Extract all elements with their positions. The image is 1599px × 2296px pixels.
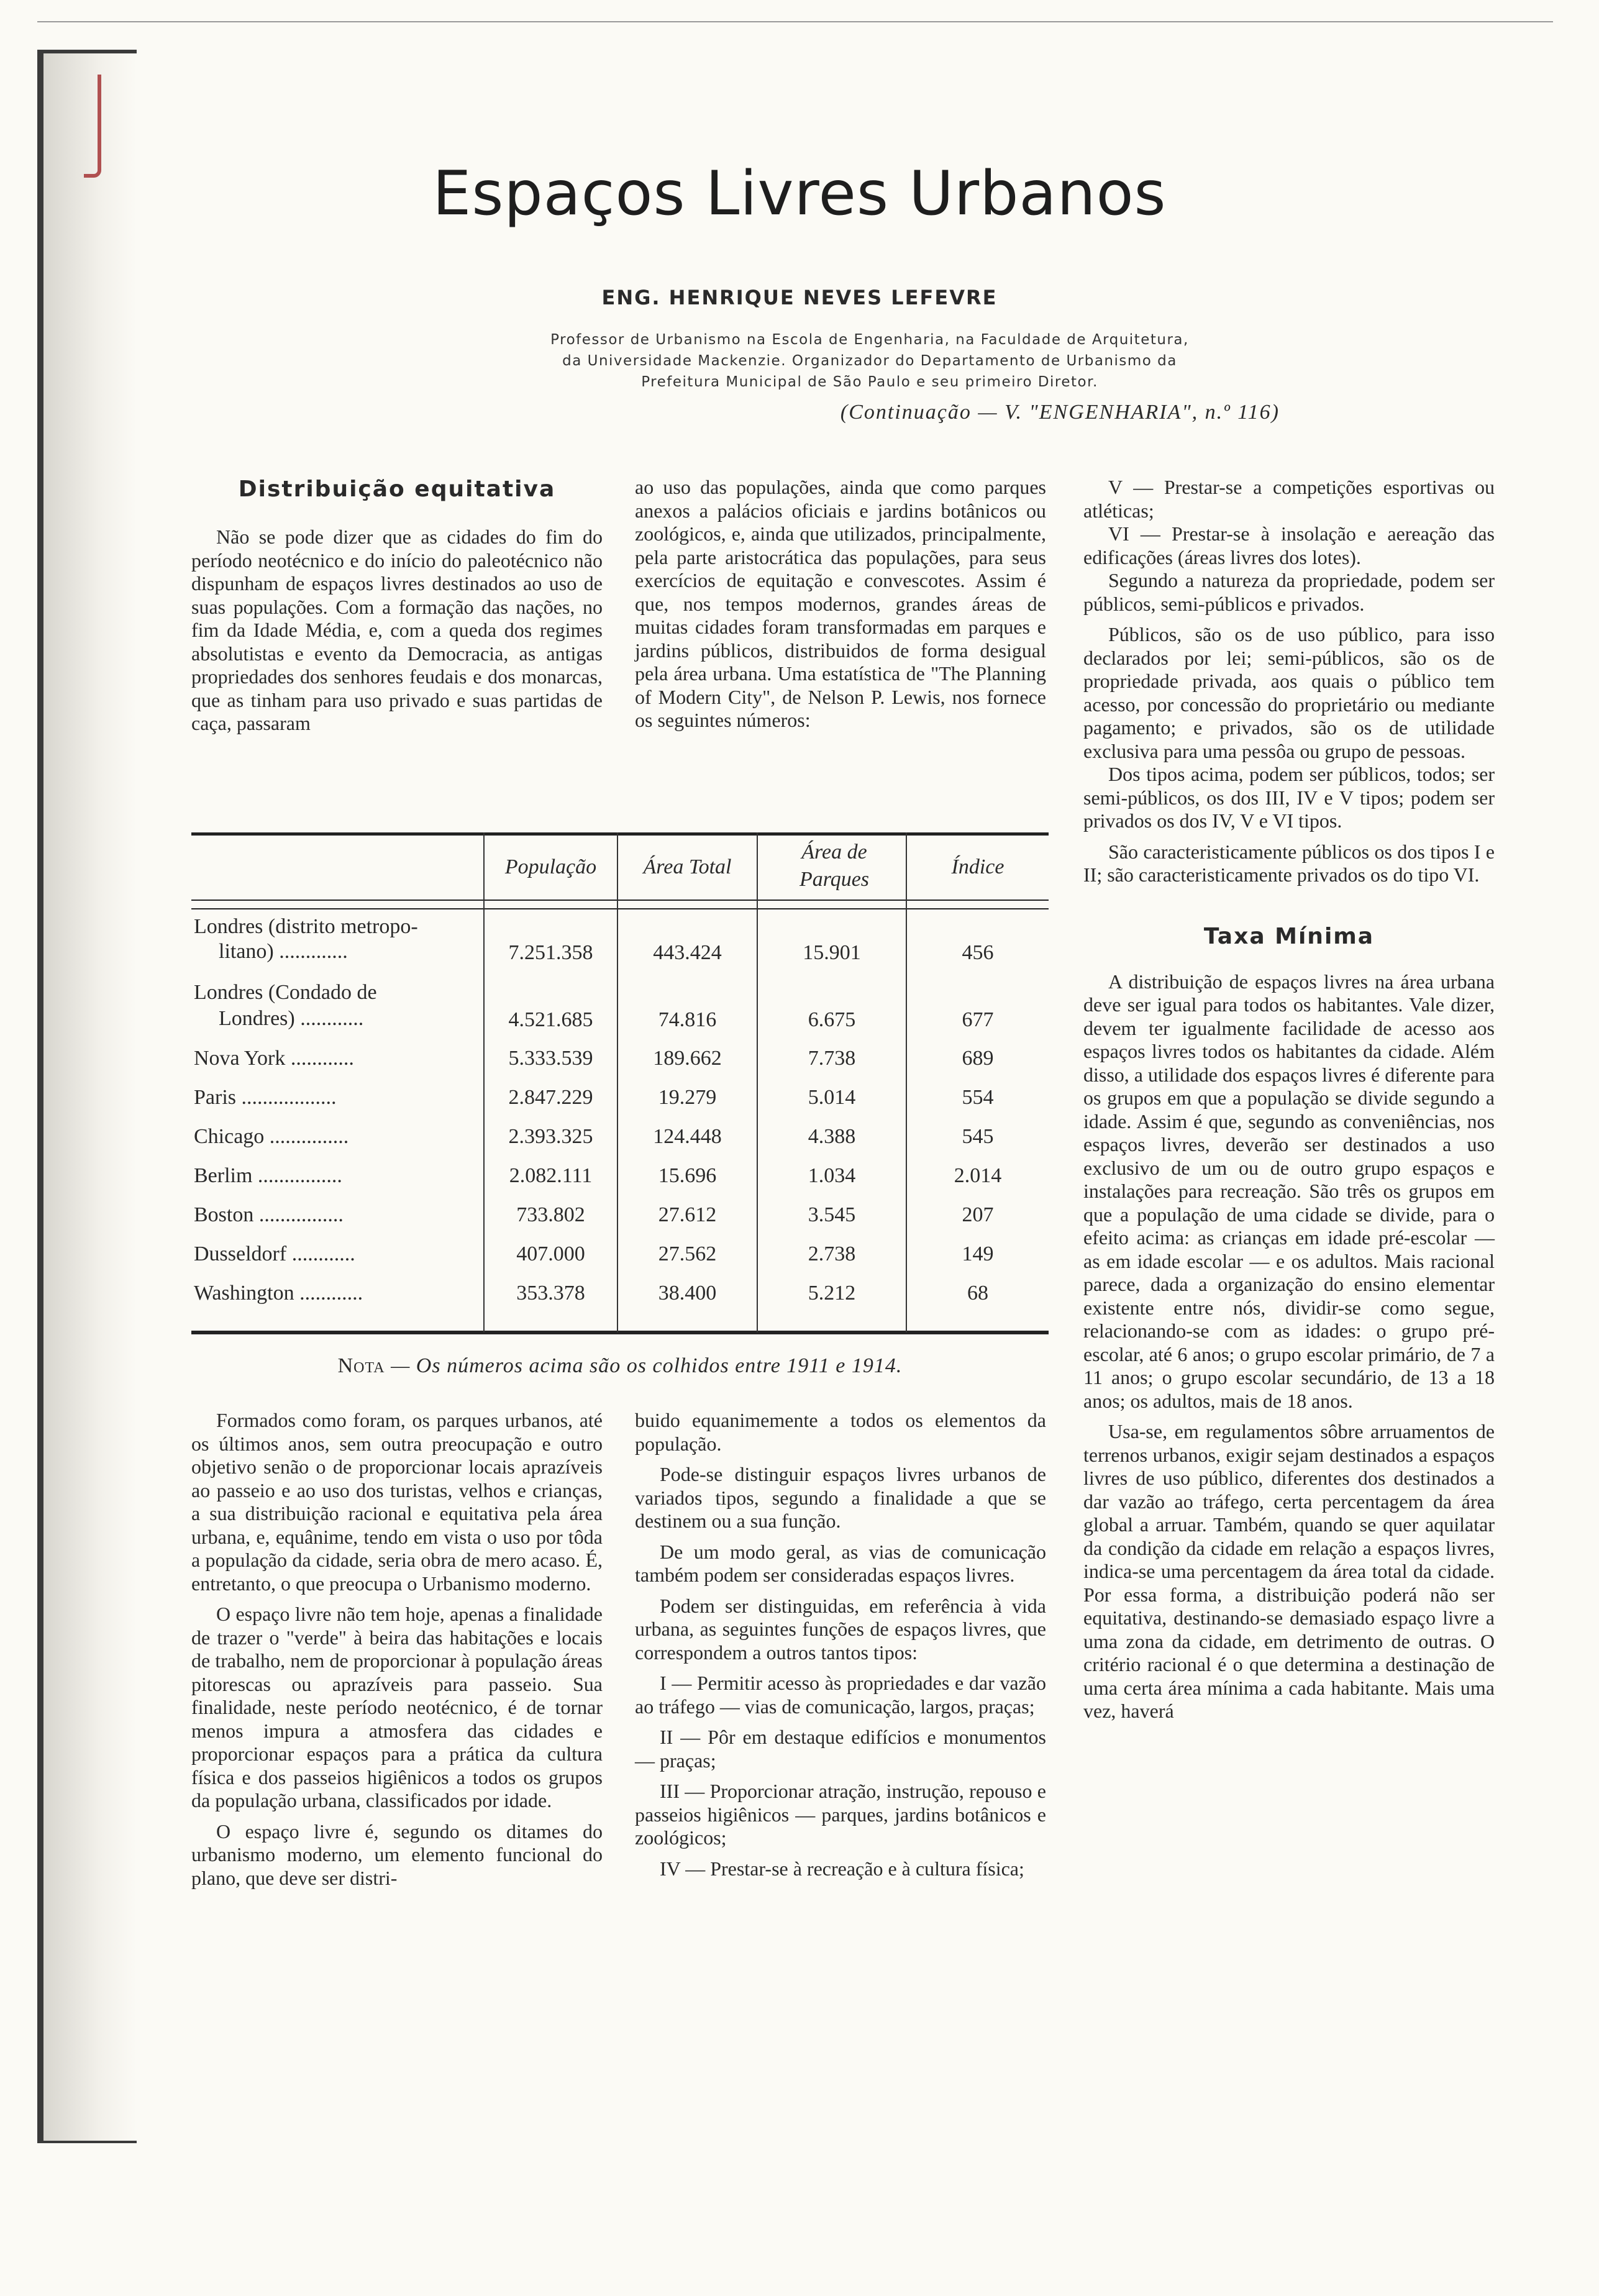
paragraph: A distribuição de espaços livres na área urbana deve ser igual para todos os habitantes. Vale dizer, devem ter igualmente facilidade de acesso aos espaços livres todos os habitantes da cidade. Além disso, a utilidade dos espaços livres é diferente para os grupos em que a população se divide segundo a idade. Assim é que, segundo as conveniências, nos espaços livres, deverão ser destinados a uso exclusivo de um ou de outro grupo espaços e instalações para recreação. São três os grupos em que a população de uma cidade se divide, para o efeito acima: as crianças em idade pré-escolar — as em idade escolar — e os adultos. Mais racional parece, dada a organização do ensino elementar existente entre nós, dividir-se como segue, relacionando-se com as idades: o grupo pré-escolar, até 6 anos; o grupo escolar primário, de 7 a 11 anos; o grupo escolar secundário, de 13 a 18 anos; os adultos, mais de 18 anos.: [1083, 970, 1495, 1412]
paragraph: III — Proporcionar atração, instrução, repouso e passeios higiênicos — parques, jardins botânicos e zoológicos;: [635, 1780, 1046, 1849]
author-bio-line: da Universidade Mackenzie. Organizador do Departamento de Urbanismo da: [562, 353, 1177, 369]
table-cell-area: 27.562: [658, 1242, 717, 1265]
table-cell-parks: 15.901: [803, 941, 861, 964]
table-cell-population: 2.082.111: [509, 1164, 593, 1187]
table-cell-parks: 7.738: [808, 1047, 856, 1070]
column-3: [1083, 476, 1495, 1723]
table-cell-area: 124.448: [653, 1125, 722, 1148]
paragraph: O espaço livre é, segundo os ditames do urbanismo moderno, um elemento funcional do plano, que deve ser distri-: [191, 1820, 603, 1889]
author-bio-line: Prefeitura Municipal de São Paulo e seu primeiro Diretor.: [641, 374, 1098, 390]
paragraph: O espaço livre não tem hoje, apenas a finalidade de trazer o "verde" à beira das habitações e locais de trabalho, nem de proporcionar à população áreas pitorescas ou aprazíveis para passeio. Sua finalidade, neste período neotécnico, é de tornar menos impura a atmosfera das cidades e proporcionar espaços para a prática da cultura física e dos passeios higiênicos a todos os grupos da população urbana, classificados por idade.: [191, 1603, 603, 1811]
column-1-top: [191, 477, 603, 736]
paragraph: IV — Prestar-se à recreação e à cultura física;: [660, 1857, 1024, 1880]
column-1-bottom: [191, 1409, 603, 1890]
table-cell-index: 207: [962, 1203, 994, 1226]
table-cell-population: 4.521.685: [508, 1008, 593, 1031]
table-cell-place: Chicago ...............: [194, 1125, 349, 1148]
continuation-note: (Continuação — V. "ENGENHARIA", n.º 116): [840, 401, 1280, 424]
paragraph: buido equanimemente a todos os elementos da população.: [635, 1409, 1046, 1455]
table-cell-area: 15.696: [658, 1164, 717, 1187]
table-cell-index: 677: [962, 1008, 994, 1031]
section-heading-distribuicao: Distribuição equitativa: [238, 476, 556, 502]
table-cell-area: 38.400: [658, 1282, 717, 1305]
table-cell-parks: 5.212: [808, 1282, 856, 1305]
article-author: ENG. HENRIQUE NEVES LEFEVRE: [601, 286, 998, 309]
page-top-edge: [37, 21, 1553, 22]
table-cell-index: 149: [962, 1242, 994, 1265]
table-cell-place: litano) .............: [219, 940, 348, 963]
table-header-area-total: Área Total: [643, 855, 732, 878]
table-cell-place: Boston ................: [194, 1203, 344, 1226]
table-cell-parks: 3.545: [808, 1203, 856, 1226]
table-cell-area: 27.612: [658, 1203, 717, 1226]
table-cell-index: 456: [962, 941, 994, 964]
table-cell-area: 443.424: [653, 941, 722, 964]
table-cell-place: Berlim ................: [194, 1164, 342, 1187]
paragraph: Podem ser distinguidas, em referência à vida urbana, as seguintes funções de espaços livres, que correspondem a outros tantos tipos:: [635, 1594, 1046, 1664]
paragraph: ao uso das populações, ainda que como parques anexos a palácios oficiais e jardins botânicos ou zoológicos, e, ainda que utilizados, principalmente, pela parte aristocrática das populações, para seus exercícios de equitação e convescotes. Assim é que, nos tempos modernos, grandes áreas de muitas cidades foram transformadas em parques e jardins públicos, distribuidos de forma desigual pela área urbana. Uma estatística de "The Planning of Modern City", de Nelson P. Lewis, nos fornece os seguintes números:: [635, 476, 1046, 731]
paragraph: V — Prestar-se a competições esportivas ou atléticas;: [1083, 476, 1495, 522]
table-cell-place: Washington ............: [194, 1282, 363, 1305]
table-header-indice: Índice: [951, 855, 1004, 878]
author-bio-line: Professor de Urbanismo na Escola de Engenharia, na Faculdade de Arquitetura,: [550, 332, 1189, 348]
table-cell-parks: 6.675: [808, 1008, 856, 1031]
section-heading-taxa-minima: Taxa Mínima: [1203, 923, 1375, 949]
table-cell-area: 74.816: [658, 1008, 717, 1031]
table-cell-population: 733.802: [516, 1203, 585, 1226]
table-cell-place: Londres) ............: [219, 1007, 364, 1030]
paragraph: VI — Prestar-se à insolação e aereação das edificações (áreas livres dos lotes).: [1083, 522, 1495, 568]
table-cell-parks: 5.014: [808, 1086, 856, 1109]
table-cell-population: 5.333.539: [508, 1047, 593, 1070]
table-cell-population: 7.251.358: [508, 941, 593, 964]
table-cell-population: 407.000: [516, 1242, 585, 1265]
table-bottom-rule: [191, 1331, 1049, 1334]
table-header-populacao: População: [504, 855, 597, 878]
table-cell-parks: 2.738: [808, 1242, 856, 1265]
table-cell-area: 189.662: [653, 1047, 722, 1070]
table-cell-parks: 4.388: [808, 1125, 856, 1148]
table-footnote-text: — Os números acima são os colhidos entre 1911 e 1914.: [385, 1354, 903, 1377]
table-cell-place: Londres (Condado de: [194, 981, 377, 1004]
table-cell-population: 2.393.325: [508, 1125, 593, 1148]
paragraph: Públicos, são os de uso público, para isso declarados por lei; semi-públicos, são os de propriedade privada, aos quais o público tem acesso, por concessão do proprietário ou mediante pagamento; e privados, são os de utilidade exclusiva para uma pessôa ou grupo de pessoas.: [1083, 623, 1495, 762]
table-header-rule: [191, 900, 1049, 901]
table-cell-index: 68: [967, 1282, 988, 1305]
table-header-rule: [191, 908, 1049, 909]
table-cell-index: 2.014: [954, 1164, 1002, 1187]
table-cell-index: 554: [962, 1086, 994, 1109]
table-top-rule: [191, 832, 1049, 836]
paragraph: Não se pode dizer que as cidades do fim do período neotécnico e do início do paleotécnico não dispunham de espaços livres destinados ao uso de suas populações. Com a formação das nações, no fim da Idade Média, e, com a queda dos regimes absolutistas e evento da Democracia, as antigas propriedades dos senhores feudais e dos monarcas, que as tinham para uso privado e suas partidas de caça, passaram: [191, 526, 603, 734]
table-cell-place: Dusseldorf ............: [194, 1242, 355, 1265]
table-footnote: [191, 1354, 1049, 1378]
paragraph: Pode-se distinguir espaços livres urbanos de variados tipos, segundo a finalidade a que se destinem ou a sua função.: [635, 1463, 1046, 1532]
paragraph: Dos tipos acima, podem ser públicos, todos; ser semi-públicos, os dos III, IV e V tipos; podem ser privados os dos IV, V e VI tipos.: [1083, 763, 1495, 832]
page-binding: [37, 50, 137, 2143]
table-cell-population: 2.847.229: [508, 1086, 593, 1109]
paragraph: I — Permitir acesso às propriedades e dar vazão ao tráfego — vias de comunicação, largos, praças;: [635, 1672, 1046, 1718]
column-2-top: [635, 476, 1046, 732]
table-cell-population: 353.378: [516, 1282, 585, 1305]
table-cell-area: 19.279: [658, 1086, 717, 1109]
column-2-bottom: [635, 1409, 1046, 1880]
paragraph: Usa-se, em regulamentos sôbre arruamentos de terrenos urbanos, exigir sejam destinados a espaços livres de uso público, diferentes dos destinados a dar vazão ao tráfego, certa percentagem da área global a arruar. Também, quando se quer aquilatar da condição da cidade em relação a espaços livres, indica-se uma percentagem da área total da cidade. Por essa forma, a distribuição poderá não ser equitativa, destinando-se demasiado espaço livre a uma zona da cidade, em detrimento de outras. O critério racional é o que determina a destinação de uma certa área mínima a cada habitante. Mais uma vez, haverá: [1083, 1420, 1495, 1722]
table-footnote-label: Nota: [337, 1354, 385, 1377]
paragraph: São caracteristicamente públicos os dos tipos I e II; são caracteristicamente privados os do tipo VI.: [1083, 840, 1495, 886]
paragraph: II — Pôr em destaque edifícios e monumentos — praças;: [635, 1726, 1046, 1772]
table-cell-place: Paris ..................: [194, 1086, 337, 1109]
table-cell-place: Nova York ............: [194, 1047, 354, 1070]
article-title: Espaços Livres Urbanos: [432, 158, 1167, 229]
paragraph: Segundo a natureza da propriedade, podem ser públicos, semi-públicos e privados.: [1083, 569, 1495, 615]
paragraph: De um modo geral, as vias de comunicação também podem ser consideradas espaços livres.: [635, 1540, 1046, 1586]
table-cell-parks: 1.034: [808, 1164, 856, 1187]
parks-statistics-table: [191, 832, 1049, 1348]
table-cell-index: 689: [962, 1047, 994, 1070]
author-bio: [435, 329, 1305, 393]
table-cell-place: Londres (distrito metropo-: [194, 915, 418, 938]
table-cell-index: 545: [962, 1125, 994, 1148]
paragraph: Formados como foram, os parques urbanos, até os últimos anos, sem outra preocupação e outro objetivo senão o de proporcionar locais aprazíveis ao passeio e ao uso dos turistas, velhos e crianças, a sua distribuição racional e equitativa pela área urbana, e, equânime, tendo em vista o uso por tôda a população da cidade, seria obra de mero acaso. É, entretanto, o que preocupa o Urbanismo moderno.: [191, 1409, 603, 1595]
table-header-area-parques: Área de Parques: [799, 840, 870, 891]
